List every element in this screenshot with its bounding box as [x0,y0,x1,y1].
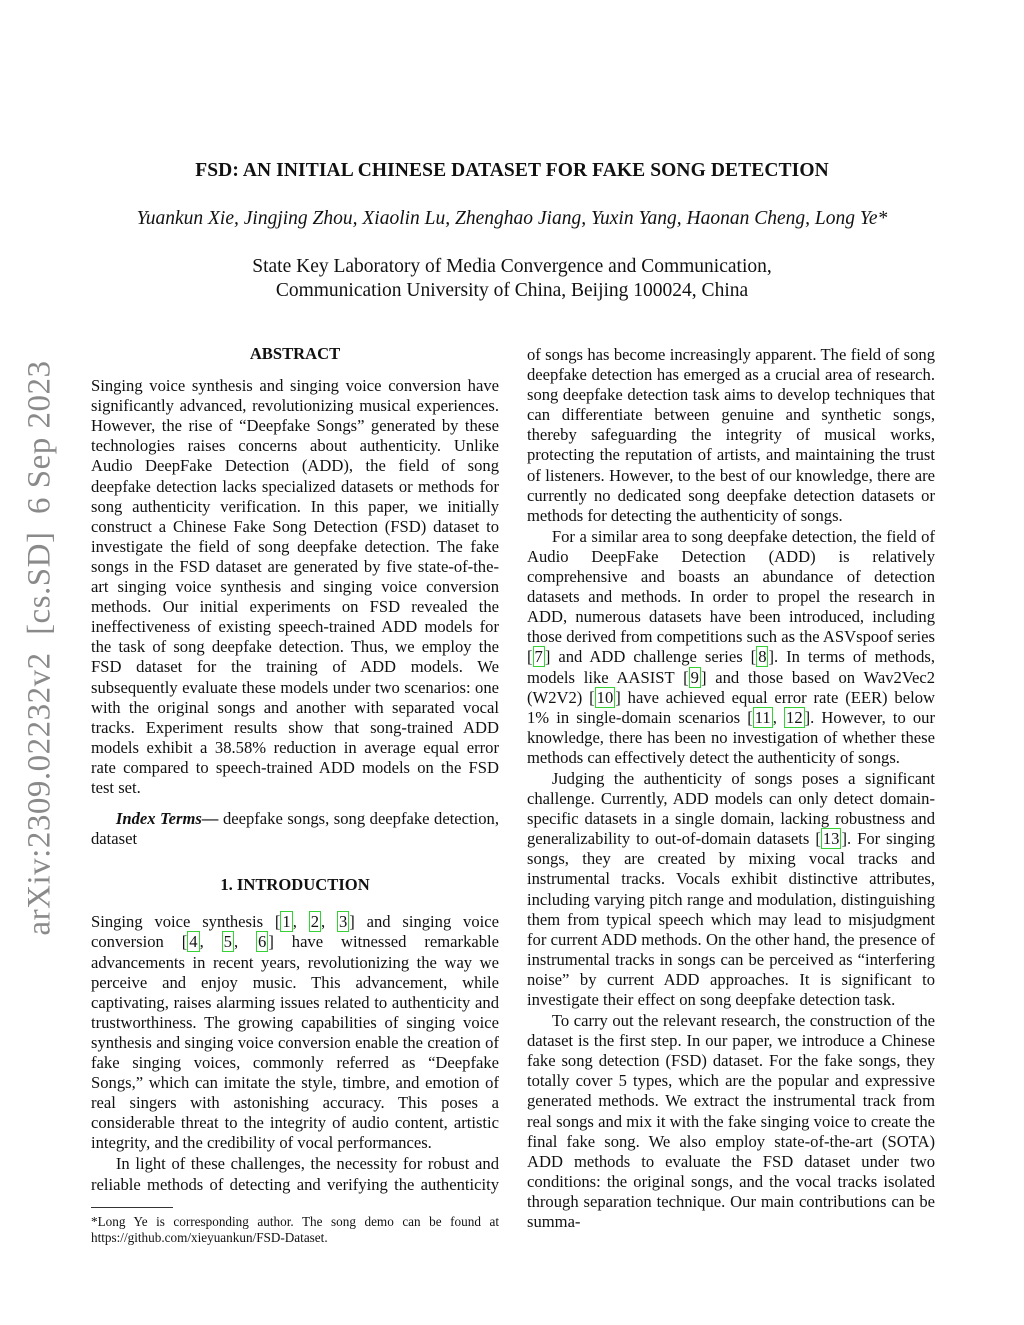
right-column [527,345,935,1232]
citation-link[interactable]: 13 [822,829,840,849]
body-paragraph: Judging the authenticity of songs poses a significant challenge. Currently, ADD models can only detect domain-specific datasets in a single domain, lacking robustness and generalizability to out-of-domain datasets [ 13 ]. For singing songs, they are created by mixing vocal tracks and instrumental tracks. Vocals exhibit distinctive attributes, including varying pitch range and modulation, distinguishing them from typical speech which may lead to misjudgment for current ADD methods. On the other hand, the presence of instrumental tracks in songs can be perceived as “interfering noise” by current ADD approaches. It is significant to investigate their effect on song deepfake detection task. [527,768,935,1009]
author-list: Yuankun Xie, Jingjing Zhou, Xiaolin Lu, Zhenghao Jiang, Yuxin Yang, Haonan Cheng, Long Ye* [136,208,888,229]
intro-heading: 1. INTRODUCTION [220,875,370,895]
citation-link[interactable]: 1 [282,912,291,932]
affiliation-line: State Key Laboratory of Media Convergence and Communication, [252,256,772,277]
abstract-text: Singing voice synthesis and singing voice conversion have significantly advanced, revolutionizing musical experiences. However, the rise of “Deepfake Songs” generated by these technologies raises concerns about authenticity. Unlike Audio DeepFake Detection (ADD), the field of song deepfake detection lacks specialized datasets or methods for song authenticity verification. In this paper, we initially construct a Chinese Fake Song Detection (FSD) dataset to investigate the field of song deepfake detection. The fake songs in the FSD dataset are generated by five state-of-the-art singing voice synthesis and singing voice conversion methods. Our initial experiments on FSD revealed the ineffectiveness of existing speech-trained ADD models for the task of song deepfake detection. Thus, we employ the FSD dataset for the training of ADD models. We subsequently evaluate these models under two scenarios: one with the original songs and another with separated vocal tracks. Experiment results show that song-trained ADD models exhibit a 38.58% reduction in average equal error rate compared to speech-trained ADD models on the FSD test set. [91,376,499,797]
intro-paragraph: In light of these challenges, the necessity for robust and reliable methods of detecting and verifying the authenticity [91,1154,499,1194]
index-terms-label: Index Terms— [115,809,219,829]
abstract-heading: ABSTRACT [249,344,341,363]
paper-title: FSD: AN INITIAL CHINESE DATASET FOR FAKE SONG DETECTION [195,160,829,181]
citation-link[interactable]: 8 [758,647,767,667]
body-paragraph: For a similar area to song deepfake detection, the field of Audio DeepFake Detection (ADD) is relatively comprehensive and boasts an abundance of detection datasets and methods. In order to propel the research in ADD, numerous datasets have been introduced, including those derived from competitions such as the ASVspoof series [ 7 ] and ADD challenge series [ 8 ]. In terms of methods, models like AASIST [ 9 ] and those based on Wav2Vec2 (W2V2) [ 10 ] have achieved equal error rate (EER) below 1% in single-domain scenarios [ 11 , 12 ]. However, to our knowledge, there has been no investigation of whether these methods can effectively detect the authenticity of songs. [527,526,936,767]
intro-paragraph: Singing voice synthesis [ 1 , 2 , 3 ] and singing voice conversion [ 4 , 5 , 6 ] have witnessed remarkable advancements in recent years, revolutionizing the way we perceive and enjoy music. This advancement, while captivating, raises alarming issues related to authenticity and trustworthiness. The growing capabilities of singing voice synthesis and singing voice conversion enable the creation of fake singing voices, commonly referred as “Deepfake Songs,” which can imitate the style, timbre, and emotion of real singers with astonishing accuracy. This poses a considerable threat to the integrity of audio content, artistic integrity, and the credibility of vocal performances. [91,912,499,1153]
body-paragraph: To carry out the relevant research, the construction of the dataset is the first step. In our paper, we introduce a Chinese fake song detection (FSD) dataset. For the fake songs, they totally cover 5 types, which are the popular and expressive generated methods. We extract the instrumental track from real songs and mix it with the fake singing voice to create the final fake song. We also employ state-of-the-art (SOTA) ADD methods to evaluate the FSD dataset under two conditions: the original songs, and the vocal tracks isolated through separation technique. Our main contributions can be summa- [527,1011,935,1232]
citation-link[interactable]: 9 [690,667,699,687]
citation-link[interactable]: 4 [189,932,198,952]
citation-link[interactable]: 7 [534,647,543,667]
citation-link[interactable]: 2 [310,912,319,932]
index-terms-text: deepfake songs, song deepfake detection, dataset [91,809,499,849]
citation-link[interactable]: 11 [754,707,771,727]
index-terms [91,809,499,849]
citation-link[interactable]: 5 [223,932,232,952]
arxiv-side-label: arXiv:2309.02232v2 [cs.SD] 6 Sep 2023 [21,360,58,936]
affiliation [0,255,1024,303]
citation-link[interactable]: 10 [596,687,614,707]
citation-link[interactable]: 6 [258,932,267,952]
affiliation-line: Communication University of China, Beijing 100024, China [275,280,749,301]
footnote: *Long Ye is corresponding author. The song demo can be found at https://github.com/xieyuankun/FSD-Dataset. [91,1213,499,1245]
body-paragraph: of songs has become increasingly apparent. The field of song deepfake detection has emerged as a crucial area of research. song deepfake detection task aims to develop techniques that can differentiate between genuine and synthetic songs, thereby safeguarding the integrity of musical works, protecting the reputation of artists, and maintaining the trust of listeners. However, to the best of our knowledge, there are currently no dedicated song deepfake detection datasets or methods for detecting the authenticity of songs. [527,345,935,525]
citation-link[interactable]: 12 [786,707,803,727]
citation-link[interactable]: 3 [338,912,348,932]
left-column [91,344,499,1246]
footnote-rule [91,1207,173,1208]
